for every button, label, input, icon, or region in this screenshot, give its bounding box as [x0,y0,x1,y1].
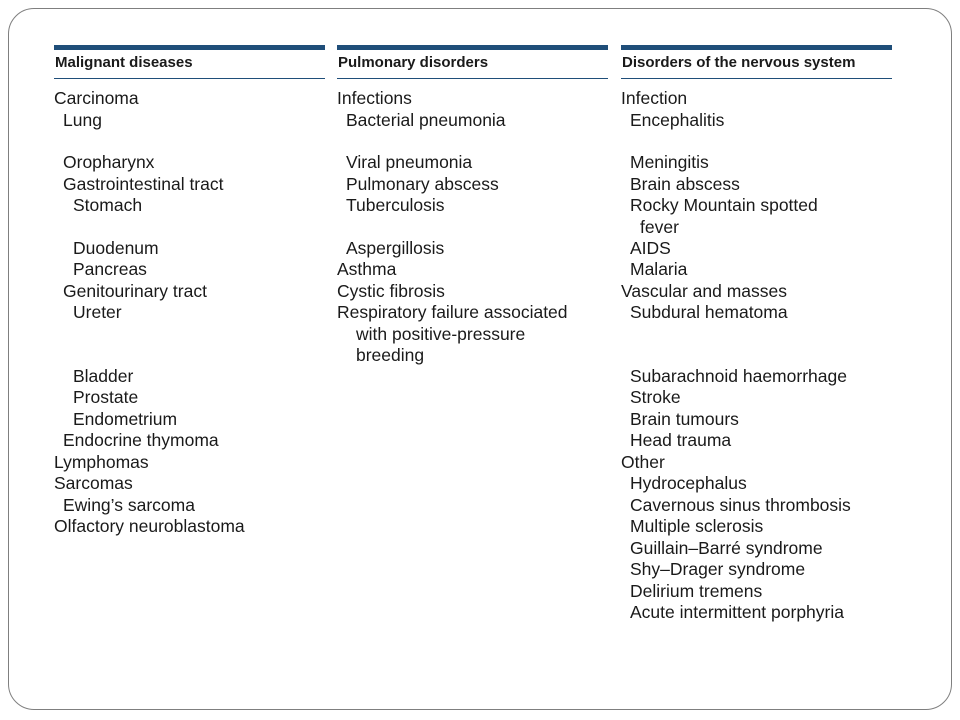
list-item: Delirium tremens [630,580,763,601]
list-item: Genitourinary tract [63,280,207,301]
list-item: Rocky Mountain spotted [630,195,818,215]
list-item: Ureter [73,302,122,322]
list-item: Aspergillosis [346,237,445,258]
list-item: Duodenum [73,237,159,258]
list-item: Endocrine thymoma [63,430,219,450]
list-item: Respiratory failure associated [337,302,568,322]
list-item: Head trauma [630,430,732,450]
list-item: Bacterial pneumonia [346,109,506,130]
column-header: Pulmonary disorders [337,45,608,79]
list-item: Tuberculosis [346,195,445,215]
list-item: Infection [621,88,688,108]
column-list [54,88,325,538]
slide-frame [8,8,952,710]
list-item: Asthma [337,259,397,279]
list-item: Brain tumours [630,408,739,429]
column-nervous-system [621,45,892,624]
column-pulmonary-disorders [337,45,608,366]
list-item: Stroke [630,387,681,407]
list-item: Encephalitis [630,109,725,130]
list-item: breeding [356,344,425,365]
list-item: Viral pneumonia [346,152,473,172]
column-header: Malignant diseases [54,45,325,79]
list-item: Cystic fibrosis [337,280,445,301]
list-item: Prostate [73,387,139,407]
list-item: Ewing’s sarcoma [63,494,195,515]
list-item: Brain abscess [630,173,740,194]
list-item: Malaria [630,259,688,279]
column-malignant-diseases [54,45,325,538]
list-item: Guillain–Barré syndrome [630,537,823,558]
list-item: AIDS [630,237,671,258]
list-item: Cavernous sinus thrombosis [630,494,851,515]
list-item: Stomach [73,195,143,215]
column-list [621,88,892,624]
column-list [337,88,608,366]
list-item: Hydrocephalus [630,473,747,493]
list-item: Oropharynx [63,152,155,172]
list-item: Subdural hematoma [630,302,788,322]
list-item: Multiple sclerosis [630,516,764,536]
list-item: Olfactory neuroblastoma [54,516,245,536]
list-item: Lung [63,109,102,130]
list-item: Infections [337,88,412,108]
list-item: Pancreas [73,259,147,279]
list-item: Vascular and masses [621,280,788,301]
list-item: Bladder [73,365,134,386]
list-item: Sarcomas [54,473,133,493]
list-item: Acute intermittent porphyria [630,602,844,622]
list-item: Lymphomas [54,451,149,472]
list-item: Shy–Drager syndrome [630,559,806,579]
list-item: Other [621,451,665,472]
list-item: Gastrointestinal tract [63,173,224,194]
list-item: with positive-pressure [356,323,526,344]
column-header: Disorders of the nervous system [621,45,892,79]
list-item: Carcinoma [54,88,139,108]
list-item: Subarachnoid haemorrhage [630,365,847,386]
list-item: Endometrium [73,408,178,429]
list-item: Meningitis [630,152,709,172]
list-item: Pulmonary abscess [346,173,499,194]
list-item: fever [640,216,679,237]
